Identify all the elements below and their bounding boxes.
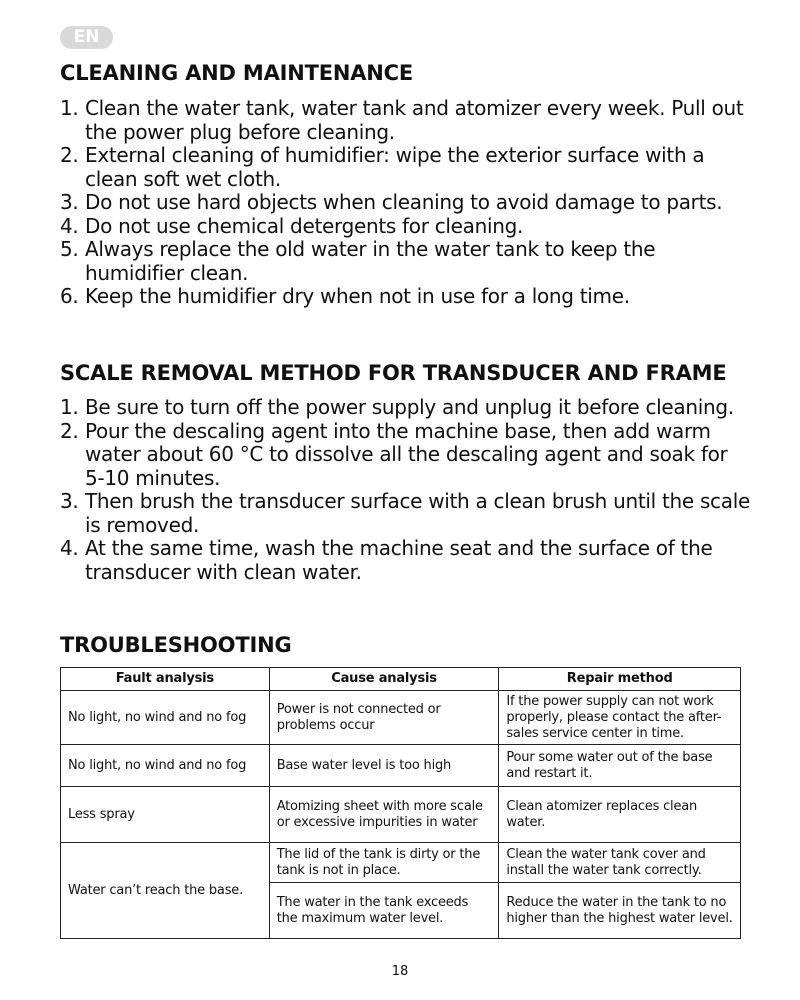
list-item (60, 537, 750, 584)
language-badge: EN (60, 26, 113, 49)
item-text: Do not use chemical detergents for cleaning. (85, 213, 524, 238)
list-item (60, 420, 750, 491)
scale-removal-heading: SCALE REMOVAL METHOD FOR TRANSDUCER AND FRAME (60, 361, 727, 385)
table-row (61, 787, 741, 843)
item-number: 4. (60, 213, 79, 238)
repair-cell: Reduce the water in the tank to no higher than the highest water level. (499, 883, 741, 939)
column-header-repair: Repair method (499, 668, 741, 691)
cause-cell: The lid of the tank is dirty or the tank is not in place. (269, 843, 499, 883)
repair-cell: Pour some water out of the base and restart it. (499, 745, 741, 787)
item-number: 3. (60, 489, 79, 513)
cause-cell: Base water level is too high (269, 745, 499, 787)
fault-cell: No light, no wind and no fog (61, 745, 270, 787)
cleaning-heading: CLEANING AND MAINTENANCE (60, 61, 414, 85)
cause-cell: The water in the tank exceeds the maximum water level. (269, 883, 499, 939)
item-text: Do not use hard objects when cleaning to avoid damage to parts. (85, 190, 723, 214)
list-item (60, 97, 750, 144)
list-item (60, 144, 750, 191)
item-text: Then brush the transducer surface with a clean brush until the scale is removed. (85, 489, 750, 537)
item-text: At the same time, wash the machine seat and the surface of the transducer with clean water. (85, 536, 713, 584)
list-item (60, 191, 750, 215)
list-item (60, 396, 750, 420)
table-row (61, 691, 741, 745)
troubleshooting-heading: TROUBLESHOOTING (60, 633, 292, 657)
scale-removal-list (60, 396, 750, 584)
list-item (60, 215, 750, 239)
list-item (60, 238, 750, 285)
cause-cell: Power is not connected or problems occur (269, 691, 499, 745)
cause-cell: Atomizing sheet with more scale or excessive impurities in water (269, 787, 499, 843)
column-header-fault: Fault analysis (61, 668, 270, 691)
fault-cell: Water can’t reach the base. (61, 843, 270, 939)
item-text: External cleaning of humidifier: wipe the exterior surface with a clean soft wet cloth. (85, 143, 705, 191)
list-item (60, 490, 750, 537)
item-number: 1. (60, 395, 79, 419)
table-row (61, 745, 741, 787)
item-number: 4. (60, 536, 79, 560)
table-header-row (61, 668, 741, 691)
table-row (61, 843, 741, 883)
page-number: 18 (391, 964, 409, 979)
item-number: 2. (60, 143, 79, 167)
column-header-cause: Cause analysis (269, 668, 499, 691)
list-item (60, 285, 750, 309)
item-text: Pour the descaling agent into the machine base, then add warm water about 60 °C to dissolve all the descaling agent and soak for 5-10 minutes. (85, 418, 728, 490)
item-number: 3. (60, 190, 79, 214)
item-number: 1. (60, 96, 79, 120)
item-number: 2. (60, 418, 79, 443)
item-text: Be sure to turn off the power supply and unplug it before cleaning. (85, 395, 734, 419)
item-number: 6. (60, 284, 79, 308)
item-text: Keep the humidifier dry when not in use for a long time. (85, 284, 630, 308)
troubleshooting-table (60, 667, 741, 939)
fault-cell: Less spray (61, 787, 270, 843)
item-number: 5. (60, 237, 79, 261)
cleaning-list (60, 97, 750, 309)
repair-cell: Clean the water tank cover and install the water tank correctly. (499, 843, 741, 883)
fault-cell: No light, no wind and no fog (61, 691, 270, 745)
repair-cell: Clean atomizer replaces clean water. (499, 787, 741, 843)
repair-cell: If the power supply can not work properly, please contact the after-sales service center in time. (499, 691, 741, 745)
item-text: Always replace the old water in the water tank to keep the humidifier clean. (85, 237, 656, 285)
item-text: Clean the water tank, water tank and atomizer every week. Pull out the power plug before cleaning. (85, 96, 744, 144)
